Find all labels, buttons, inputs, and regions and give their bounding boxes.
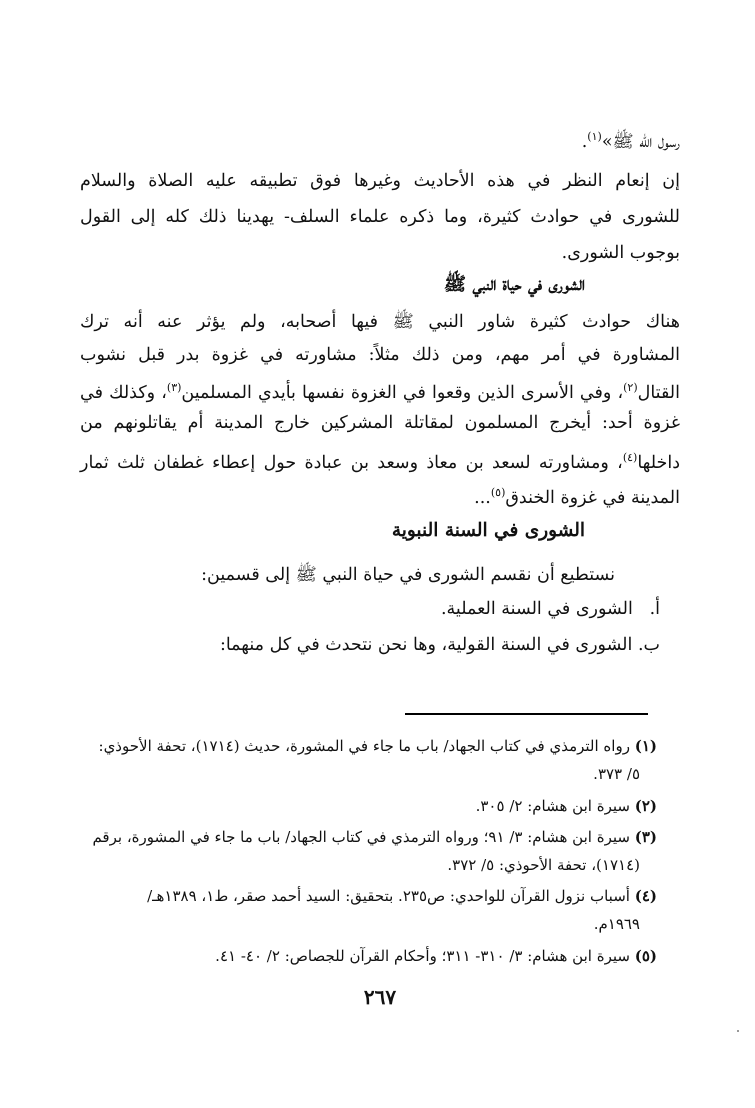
footnote-3-cont: (١٧١٤)، تحفة الأحوذي: ٥/ ٣٧٢. [447,856,640,874]
para1-line-2: للشورى في حوادث كثيرة، وما ذكره علماء السلف- يهدينا ذلك كله إلى القول [80,207,680,227]
footnote-5-number: (٥) [634,947,657,965]
para3: نستطيع أن نقسم الشورى في حياة النبي ﷺ إلى قسمين: [201,565,615,585]
scan-speck [737,1030,739,1032]
footnote-1-number: (١) [634,737,657,755]
footnote-3-number: (٣) [634,828,657,846]
footnote-2-number: (٢) [634,797,657,815]
footnote-5 [77,942,657,970]
footnote-3-text: سيرة ابن هشام: ٣/ ٩١؛ ورواه الترمذي في كتاب الجهاد/ باب ما جاء في المشورة، برقم [92,828,630,846]
footnote-1-text: رواه الترمذي في كتاب الجهاد/ باب ما جاء في المشورة، حديث (١٧١٤)، تحفة الأحوذي: [98,737,630,755]
para2-line-6 [80,478,680,513]
l3b-text: ، وفي الأسرى الذين وقعوا في الغزوة نفسها بأيدي المسلمين [181,382,624,403]
para2-line-2: المشاورة في أمر مهم، ومن ذلك مثلاً: مشاورته في غزوة بدر قبل نشوب [80,345,680,365]
para1-line-1: إن إنعام النظر في هذه الأحاديث وغيرها فوق تطبيقه عليه الصلاة والسلام [80,171,680,191]
footnote-4-cont: ١٩٦٩م. [593,915,640,933]
footnote-5-text: سيرة ابن هشام: ٣/ ٣١٠- ٣١١؛ وأحكام القرآن للجصاص: ٢/ ٤٠- ٤١. [215,947,630,965]
list-item-a [80,594,660,624]
body-line-1 [80,122,680,157]
para2-line-1: هناك حوادث كثيرة شاور النبي ﷺ فيها أصحابه، ولم يؤثر عنه أنه ترك [80,312,680,332]
list-text-a: الشورى في السنة العملية. [440,599,633,619]
list-text-b: الشورى في السنة القولية، وها نحن نتحدث في كل منهما: [219,635,633,655]
para2-line-5 [80,443,680,478]
footnote-1-cont: ٥/ ٣٧٣. [593,765,640,783]
l5a-text: داخلها [637,452,680,473]
page-number: ٢٦٧ [363,985,397,1009]
section-heading-prophet-life: الشورى في حياة النبي ﷺ [443,274,585,295]
footnote-3 [77,823,657,851]
footnote-2-text: سيرة ابن هشام: ٢/ ٣٠٥. [475,797,630,815]
footnote-ref-3[interactable]: (٣) [166,381,182,394]
footnote-4 [77,882,657,910]
footnote-divider [405,713,648,715]
footnote-1 [77,732,657,760]
l6b-text: ... [474,487,491,508]
footnote-2 [77,792,657,820]
para1-line-3: بوجوب الشورى. [561,243,680,263]
para2-line-4: غزوة أحد: أيخرج المسلمون لمقاتلة المشركين خارج المدينة أم يقاتلونهم من [80,413,680,433]
footnote-ref-5[interactable]: (٥) [490,486,506,499]
footnote-4-text: أسباب نزول القرآن للواحدي: ص٢٣٥. بتحقيق: السيد أحمد صقر، ط١، ١٣٨٩هـ/ [147,887,630,905]
footnote-4-number: (٤) [634,887,657,905]
footnote-ref-2[interactable]: (٢) [623,381,638,394]
list-item-b [80,630,660,660]
l3a-text: القتال [637,382,680,403]
footnote-ref-1[interactable]: (١) [587,130,602,143]
list-marker-a: أ. [649,599,660,619]
para2-line-3 [80,373,680,408]
line1-end: . [581,131,588,152]
l3c-text: ، وكذلك في [80,382,167,403]
l6a-text: المدينة في غزوة الخندق [505,487,680,508]
section-heading-sunnah: الشورى في السنة النبوية [391,520,585,541]
list-marker-b: ب. [637,635,660,655]
line1-text: رسول الله ﷺ» [601,131,680,152]
l5b-text: ، ومشاورته لسعد بن معاذ وسعد بن عبادة حول إعطاء غطفان ثلث ثمار [80,452,623,473]
footnote-ref-4[interactable]: (٤) [622,451,638,464]
